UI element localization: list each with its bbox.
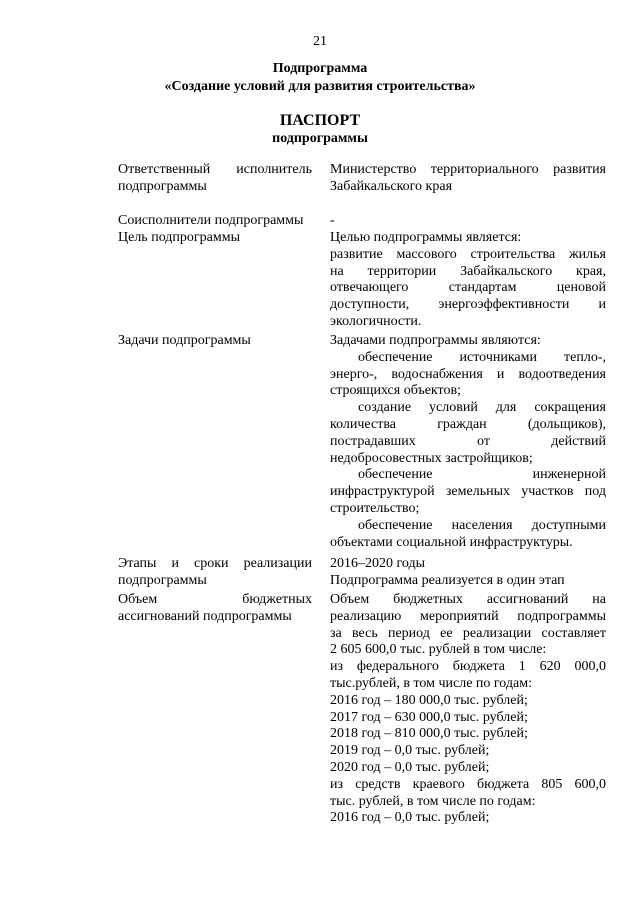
row-value: Министерство территориального развития Забайкальского края xyxy=(330,162,606,194)
row-label: Задачи подпрограммы xyxy=(118,333,251,348)
row-value: Целью подпрограммы является: развитие массового строительства жилья на территории Забайкальского края, отвечающего стандартам ценовой доступности, энергоэффективности и экологичности. xyxy=(330,230,606,329)
row-label: Цель подпрограммы xyxy=(118,230,240,245)
passport-subheading: подпрограммы xyxy=(272,131,368,146)
program-title-line1: Подпрограмма xyxy=(272,61,368,76)
row-label: Ответственный исполнитель подпрограммы xyxy=(118,162,312,194)
page-number: 21 xyxy=(313,34,327,49)
row-value: Объем бюджетных ассигнований на реализацию мероприятий подпрограммы за весь период ее реализации составляет 2 605 600,0 тыс. рублей в том числе: из федерального бюджета 1 620 000,0 тыс.рублей, в том числе по годам: 2016 год – 180 000,0 тыс. рублей; 2017 год – 630 000,0 тыс. рублей; 2018 год – 810 000,0 тыс. рублей; 2019 год – 0,0 тыс. рублей; 2020 год – 0,0 тыс. рублей; из средств краевого бюджета 805 600,0 тыс. рублей, в том числе по годам: 2016 год – 0,0 тыс. рублей; xyxy=(330,592,606,826)
program-title-line2: «Создание условий для развития строительства» xyxy=(164,79,476,94)
row-value: Задачами подпрограммы являются: обеспечение источниками тепло-, энерго-, водоснабжения и водоотведения строящихся объектов; создание условий для сокращения количества граждан (дольщиков), пострадавших от действий недобросовестных застройщиков; обеспечение инженерной инфраструктурой земельных участков под строительство; обеспечение населения доступными объектами социальной инфраструктуры. xyxy=(330,333,606,550)
row-label: Объем бюджетных ассигнований подпрограммы xyxy=(118,592,312,624)
row-label: Этапы и сроки реализации подпрограммы xyxy=(118,556,312,588)
row-value: - xyxy=(330,213,335,228)
row-label: Соисполнители подпрограммы xyxy=(118,213,304,228)
passport-heading: ПАСПОРТ xyxy=(279,112,361,129)
row-value: 2016–2020 годы Подпрограмма реализуется в один этап xyxy=(330,556,565,588)
